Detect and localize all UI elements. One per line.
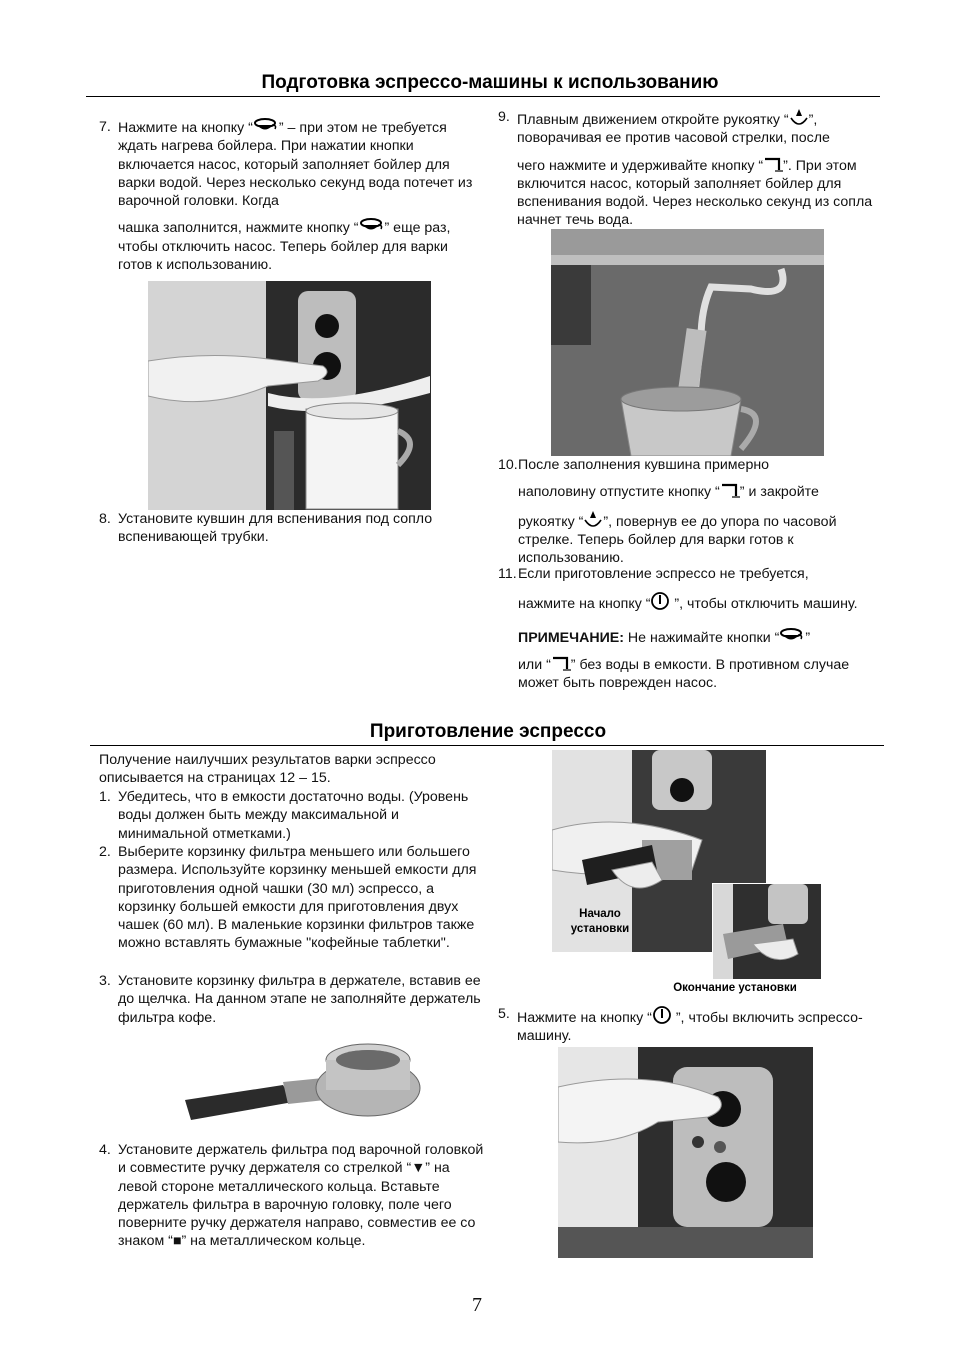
item-text: Нажмите на кнопку “	[118, 120, 253, 136]
steam-knob-icon	[789, 108, 809, 126]
steam-button-icon	[551, 655, 571, 671]
list-item-8	[99, 510, 484, 547]
item-text: чего нажмите и удерживайте кнопку “	[517, 157, 764, 174]
photo-filter-holder	[183, 1030, 426, 1130]
page-number: 7	[472, 1294, 482, 1316]
item-text: нажмите на кнопку “	[518, 596, 651, 613]
item-number: 3.	[99, 973, 111, 989]
photo-press-coffee-button	[148, 281, 431, 510]
section-title-preparation: Подготовка эспрессо-машины к использованию	[261, 72, 719, 93]
power-icon	[650, 591, 670, 611]
list-item-10	[498, 456, 878, 567]
item-number: 5.	[498, 1006, 510, 1022]
item-text: чашка заполнится, нажмите кнопку “	[118, 220, 359, 237]
item-text: ”, поворачивая ее против часовой стрелки, после	[517, 112, 830, 147]
item-number: 4.	[99, 1142, 111, 1158]
item-text: ”, чтобы отключить машину.	[670, 596, 858, 613]
item-text: После заполнения кувшина примерно	[518, 457, 770, 473]
caption-install-start: Начало установки	[570, 908, 630, 935]
section-title-espresso: Приготовление эспрессо	[369, 721, 607, 742]
list-item-1	[99, 788, 484, 843]
list-item-7	[99, 118, 484, 274]
steam-knob-icon	[583, 510, 603, 528]
note-text: или “	[518, 656, 551, 673]
power-icon	[652, 1005, 672, 1025]
item-number: 9.	[498, 109, 510, 125]
item-number: 1.	[99, 789, 111, 805]
item-text: рукоятку “	[518, 513, 584, 530]
item-text: ”, повернув ее до упора по часовой стрелке. Теперь бойлер для варки готов к использованию.	[518, 513, 837, 567]
item-text: Нажмите на кнопку “	[517, 1010, 652, 1026]
steam-button-icon	[763, 156, 783, 172]
item-text: ”, чтобы включить эспрессо-машину.	[517, 1010, 863, 1045]
item-number: 7.	[99, 119, 111, 135]
item-text: Плавным движением откройте рукоятку “	[517, 112, 789, 128]
note-text: Не нажимайте кнопки “	[623, 629, 780, 646]
caption-install-end: Окончание установки	[673, 982, 797, 994]
item-number: 2.	[99, 844, 111, 860]
section-rule	[86, 96, 880, 97]
item-number: 8.	[99, 511, 111, 527]
list-item-5	[498, 1005, 878, 1046]
photo-steam-wand	[551, 229, 824, 456]
list-item-4	[99, 1141, 484, 1251]
item-number: 10.	[498, 457, 518, 473]
note-text: ”	[805, 629, 811, 646]
section-intro: Получение наилучших результатов варки эспрессо описывается на страницах 12 – 15.	[99, 752, 436, 787]
item-text: ” еще раз, чтобы отключить насос. Теперь бойлер для варки готов к использованию.	[118, 220, 451, 274]
item-text: Если приготовление эспрессо не требуется,	[518, 566, 809, 582]
coffee-cup-icon	[359, 218, 385, 234]
item-text: Установите корзинку фильтра в держателе, вставив ее до щелчка. На данном этапе не заполняйте держатель фильтра кофе.	[118, 973, 481, 1026]
coffee-cup-icon	[253, 118, 279, 134]
list-item-3	[99, 972, 484, 1027]
item-text: ”. При этом включится насос, который заполняет бойлер для вспенивания водой. Через несколько секунд из сопла начнет течь вода.	[517, 157, 873, 229]
section-rule	[90, 745, 884, 746]
list-item-2	[99, 843, 484, 953]
item-text: Выберите корзинку фильтра меньшего или большего размера. Используйте корзинку меньшей емкости для приготовления одной чашки (30 мл) эспрессо, а корзинку большей емкости для приготовления двух чашек (60 мл). В маленькие корзинки фильтров также можно вставлять бумажные "кофейные таблетки".	[118, 844, 477, 952]
item-text: Установите держатель фильтра под варочной головкой и совместите ручку держателя со стрелкой “▼” на левой стороне металлического кольца. Вставьте держатель фильтра в варочную головку, поле чего поверните ручку держателя направо, совместив ее со знаком “■” на металлическом кольце.	[118, 1142, 484, 1250]
item-text: ” – при этом не требуется ждать нагрева бойлера. При нажатии кнопки включается насос, который заполняет бойлер для варки водой. Через несколько секунд вода потечет из варочной головки. Когда	[118, 120, 473, 210]
photo-press-power-button	[558, 1047, 813, 1258]
item-text: наполовину отпустите кнопку “	[518, 484, 720, 501]
item-text: Установите кувшин для вспенивания под сопло вспенивающей трубки.	[118, 511, 433, 546]
list-item-11	[498, 565, 878, 692]
item-text: Убедитесь, что в емкости достаточно воды. (Уровень воды должен быть между максимальной и минимальной отметками.)	[118, 789, 469, 842]
photo-install-end	[712, 883, 822, 980]
item-number: 11.	[498, 566, 517, 582]
list-item-9	[498, 108, 878, 230]
note-text: ” без воды в емкости. В противном случае может быть поврежден насос.	[518, 656, 850, 692]
coffee-cup-icon	[779, 628, 805, 644]
steam-button-icon	[720, 482, 740, 498]
item-text: ” и закройте	[739, 484, 819, 501]
note-label: ПРИМЕЧАНИЕ:	[518, 629, 624, 646]
